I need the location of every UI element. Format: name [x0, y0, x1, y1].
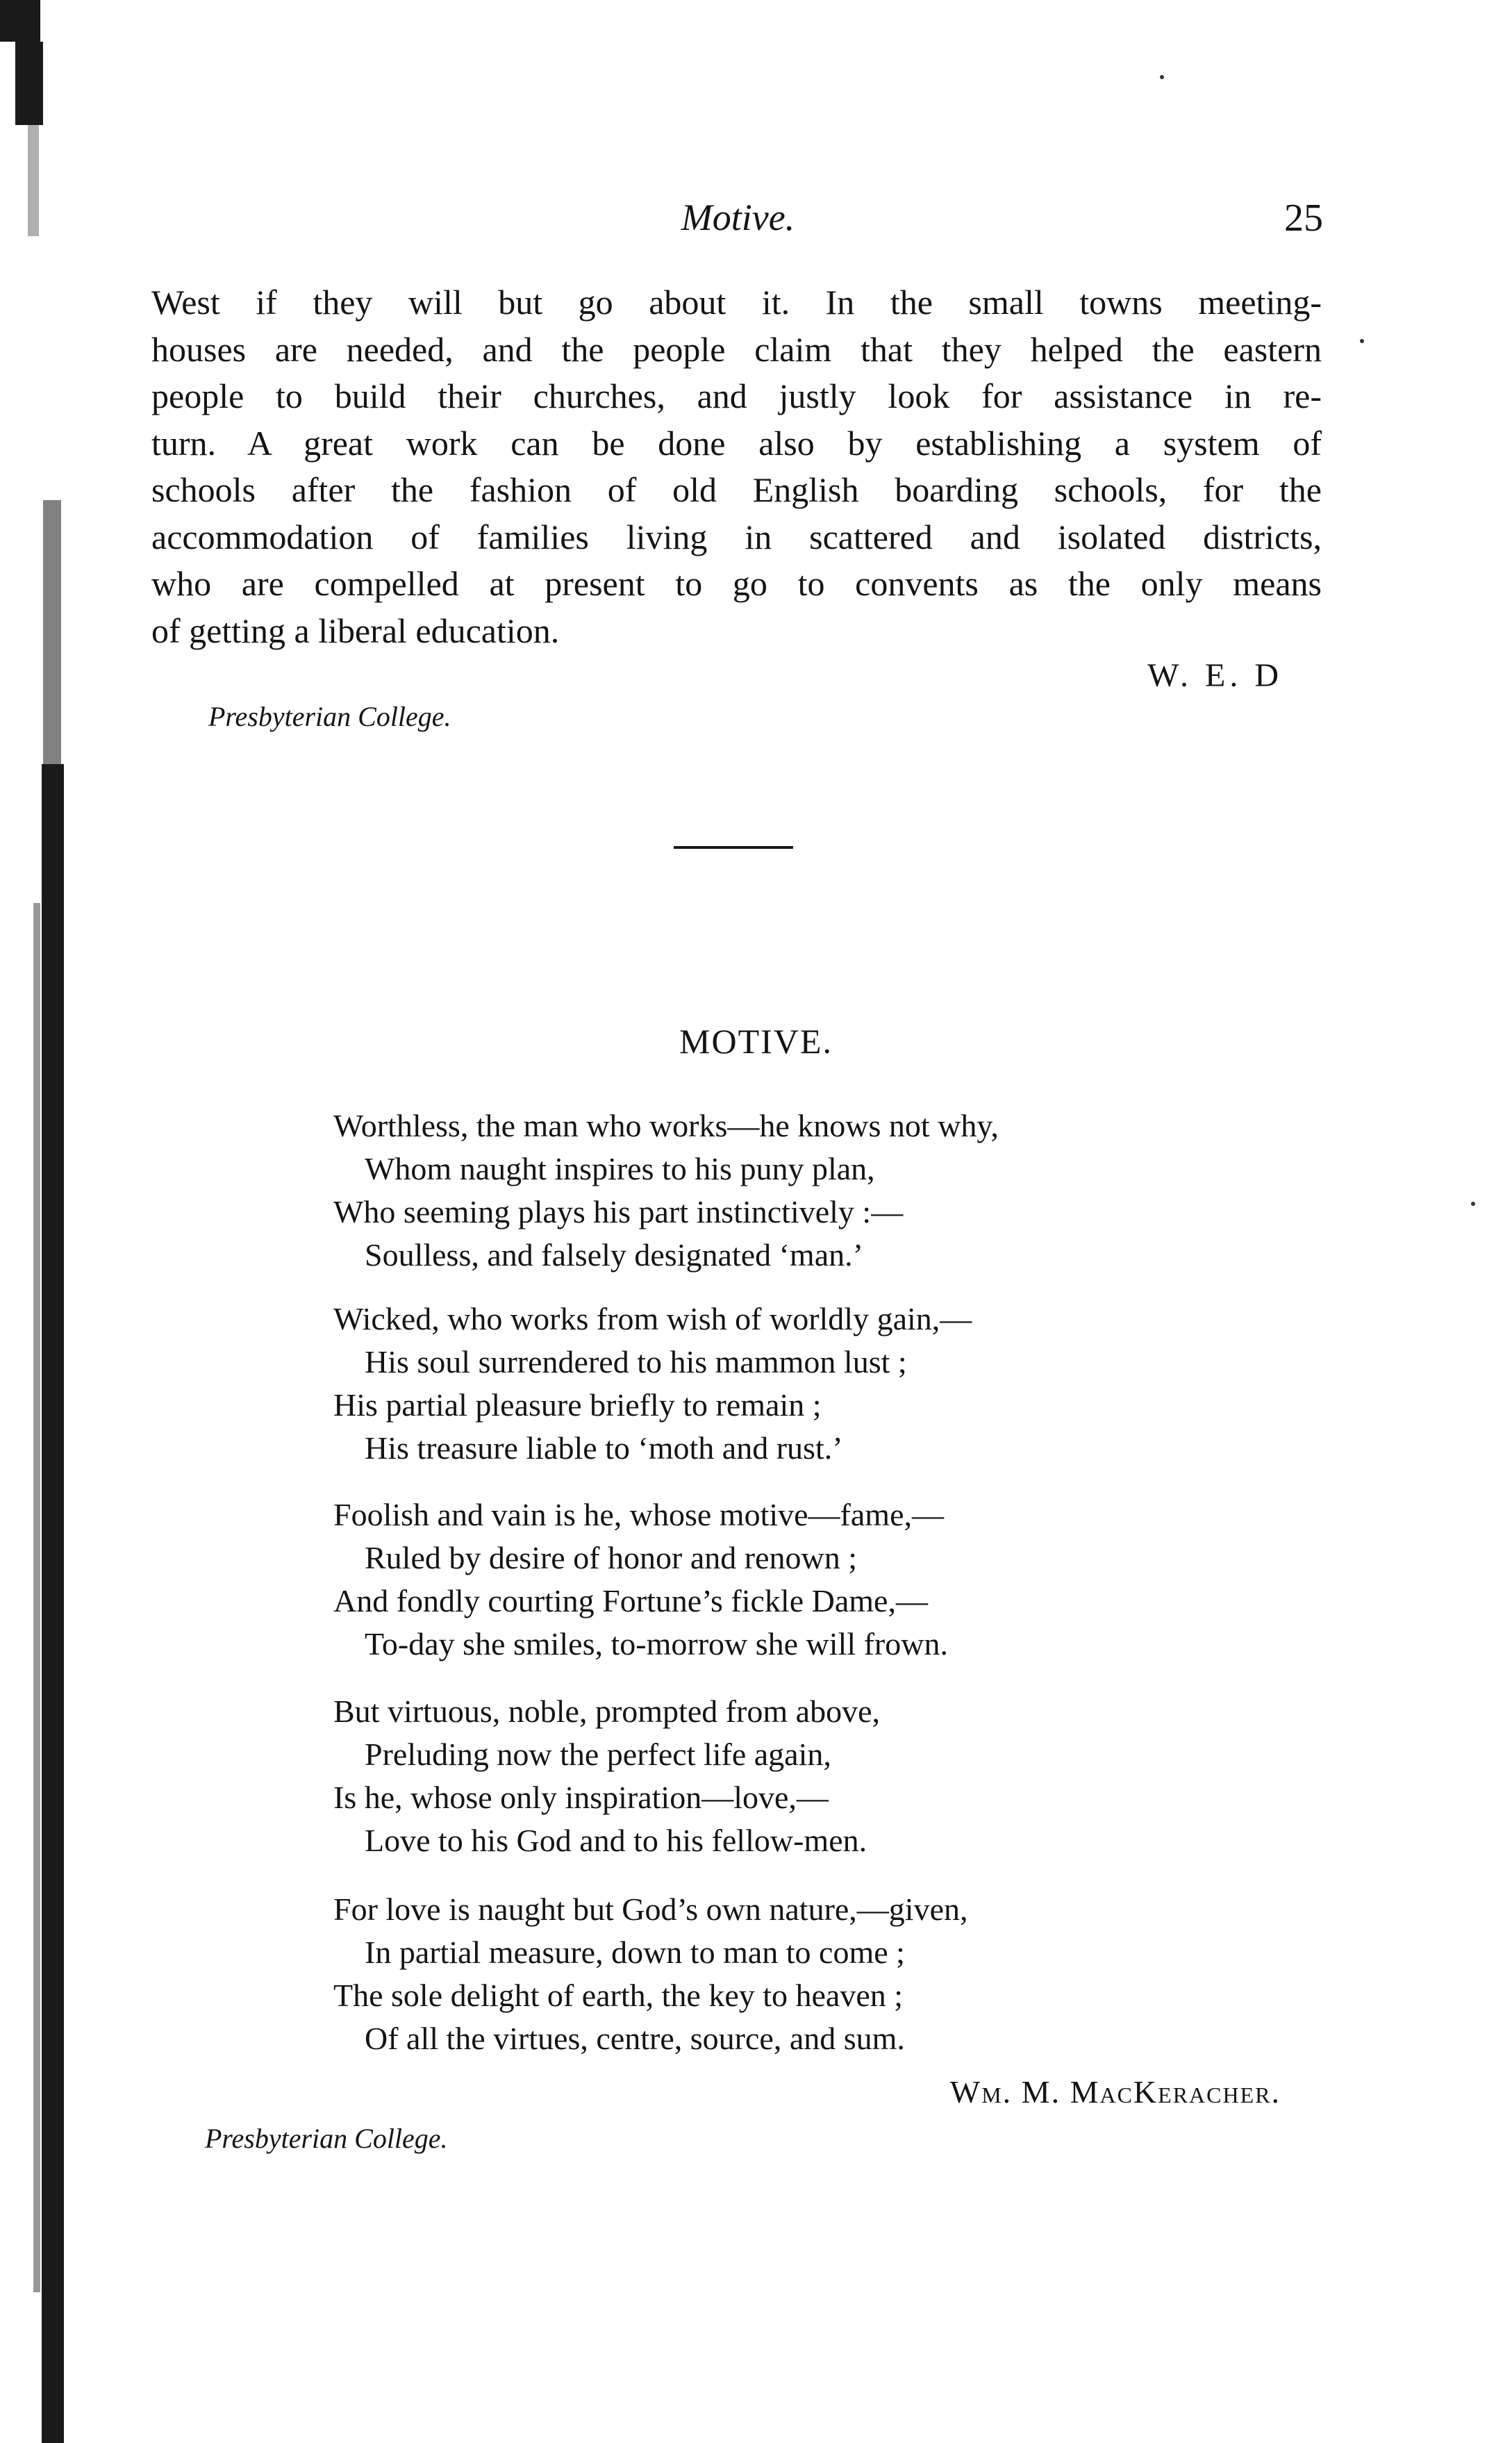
article-line: people to build their churches, and justly look for assistance in re- [151, 376, 1322, 415]
poem-line: His treasure liable to ‘moth and rust.’ [365, 1430, 843, 1466]
poem-line: Who seeming plays his part instinctively :— [333, 1194, 904, 1229]
poem-line: The sole delight of earth, the key to heaven ; [333, 1978, 904, 2013]
speck [1160, 75, 1164, 79]
section-divider [674, 846, 793, 849]
poem-line: Foolish and vain is he, whose motive—fame,— [333, 1497, 944, 1532]
poem-line: Preluding now the perfect life again, [365, 1737, 831, 1772]
poem-line: For love is naught but God’s own nature,—given, [333, 1891, 968, 1927]
poem-author: Wm. M. MacKeracher. [949, 2074, 1281, 2110]
poem-line: Is he, whose only inspiration—love,— [333, 1780, 829, 1815]
article-line: houses are needed, and the people claim that they helped the eastern [151, 329, 1322, 369]
article-line: accommodation of families living in scattered and isolated districts, [151, 517, 1322, 556]
poem-line: Of all the virtues, centre, source, and sum. [365, 2021, 905, 2056]
poem-line: But virtuous, noble, prompted from above, [333, 1693, 880, 1729]
article-body [151, 279, 1322, 654]
poem-line: His partial pleasure briefly to remain ; [333, 1387, 822, 1423]
poem-line: Whom naught inspires to his puny plan, [365, 1151, 875, 1186]
poem-line: And fondly courting Fortune’s fickle Dame,— [333, 1583, 928, 1618]
article-line: of getting a liberal education. [151, 611, 560, 650]
poem-line: Love to his God and to his fellow-men. [365, 1823, 867, 1858]
speck [1360, 339, 1364, 343]
article-line: schools after the fashion of old English boarding schools, for the [151, 470, 1322, 509]
poem-stanza [333, 1298, 972, 1470]
article-signature: W. E. D [1147, 657, 1283, 694]
article-line: who are compelled at present to go to convents as the only means [151, 564, 1322, 603]
poem-affiliation: Presbyterian College. [205, 2123, 448, 2154]
poem-line: Ruled by desire of honor and renown ; [365, 1540, 858, 1575]
running-head [153, 196, 1323, 251]
poem-line: Worthless, the man who works—he knows not why, [333, 1108, 999, 1143]
running-title: Motive. [681, 197, 795, 238]
article-affiliation: Presbyterian College. [208, 701, 451, 732]
poem-line: His soul surrendered to his mammon lust ; [365, 1344, 907, 1380]
poem-title: MOTIVE. [679, 1022, 833, 1061]
poem-stanza [333, 1690, 880, 1862]
speck [1471, 1202, 1475, 1206]
poem-line: To-day she smiles, to-morrow she will frown. [365, 1626, 948, 1662]
poem-stanza [333, 1104, 999, 1277]
scanned-page-edge [0, 0, 66, 2443]
article-line: turn. A great work can be done also by establishing a system of [151, 423, 1322, 463]
page-number: 25 [1284, 197, 1323, 240]
poem-stanza [333, 1493, 948, 1666]
poem-line: Wicked, who works from wish of worldly gain,— [333, 1301, 972, 1336]
poem-line: Soulless, and falsely designated ‘man.’ [365, 1237, 863, 1273]
article-line: West if they will but go about it. In the small towns meeting- [151, 283, 1322, 322]
poem-stanza [333, 1888, 968, 2060]
poem-line: In partial measure, down to man to come ; [365, 1935, 905, 1970]
